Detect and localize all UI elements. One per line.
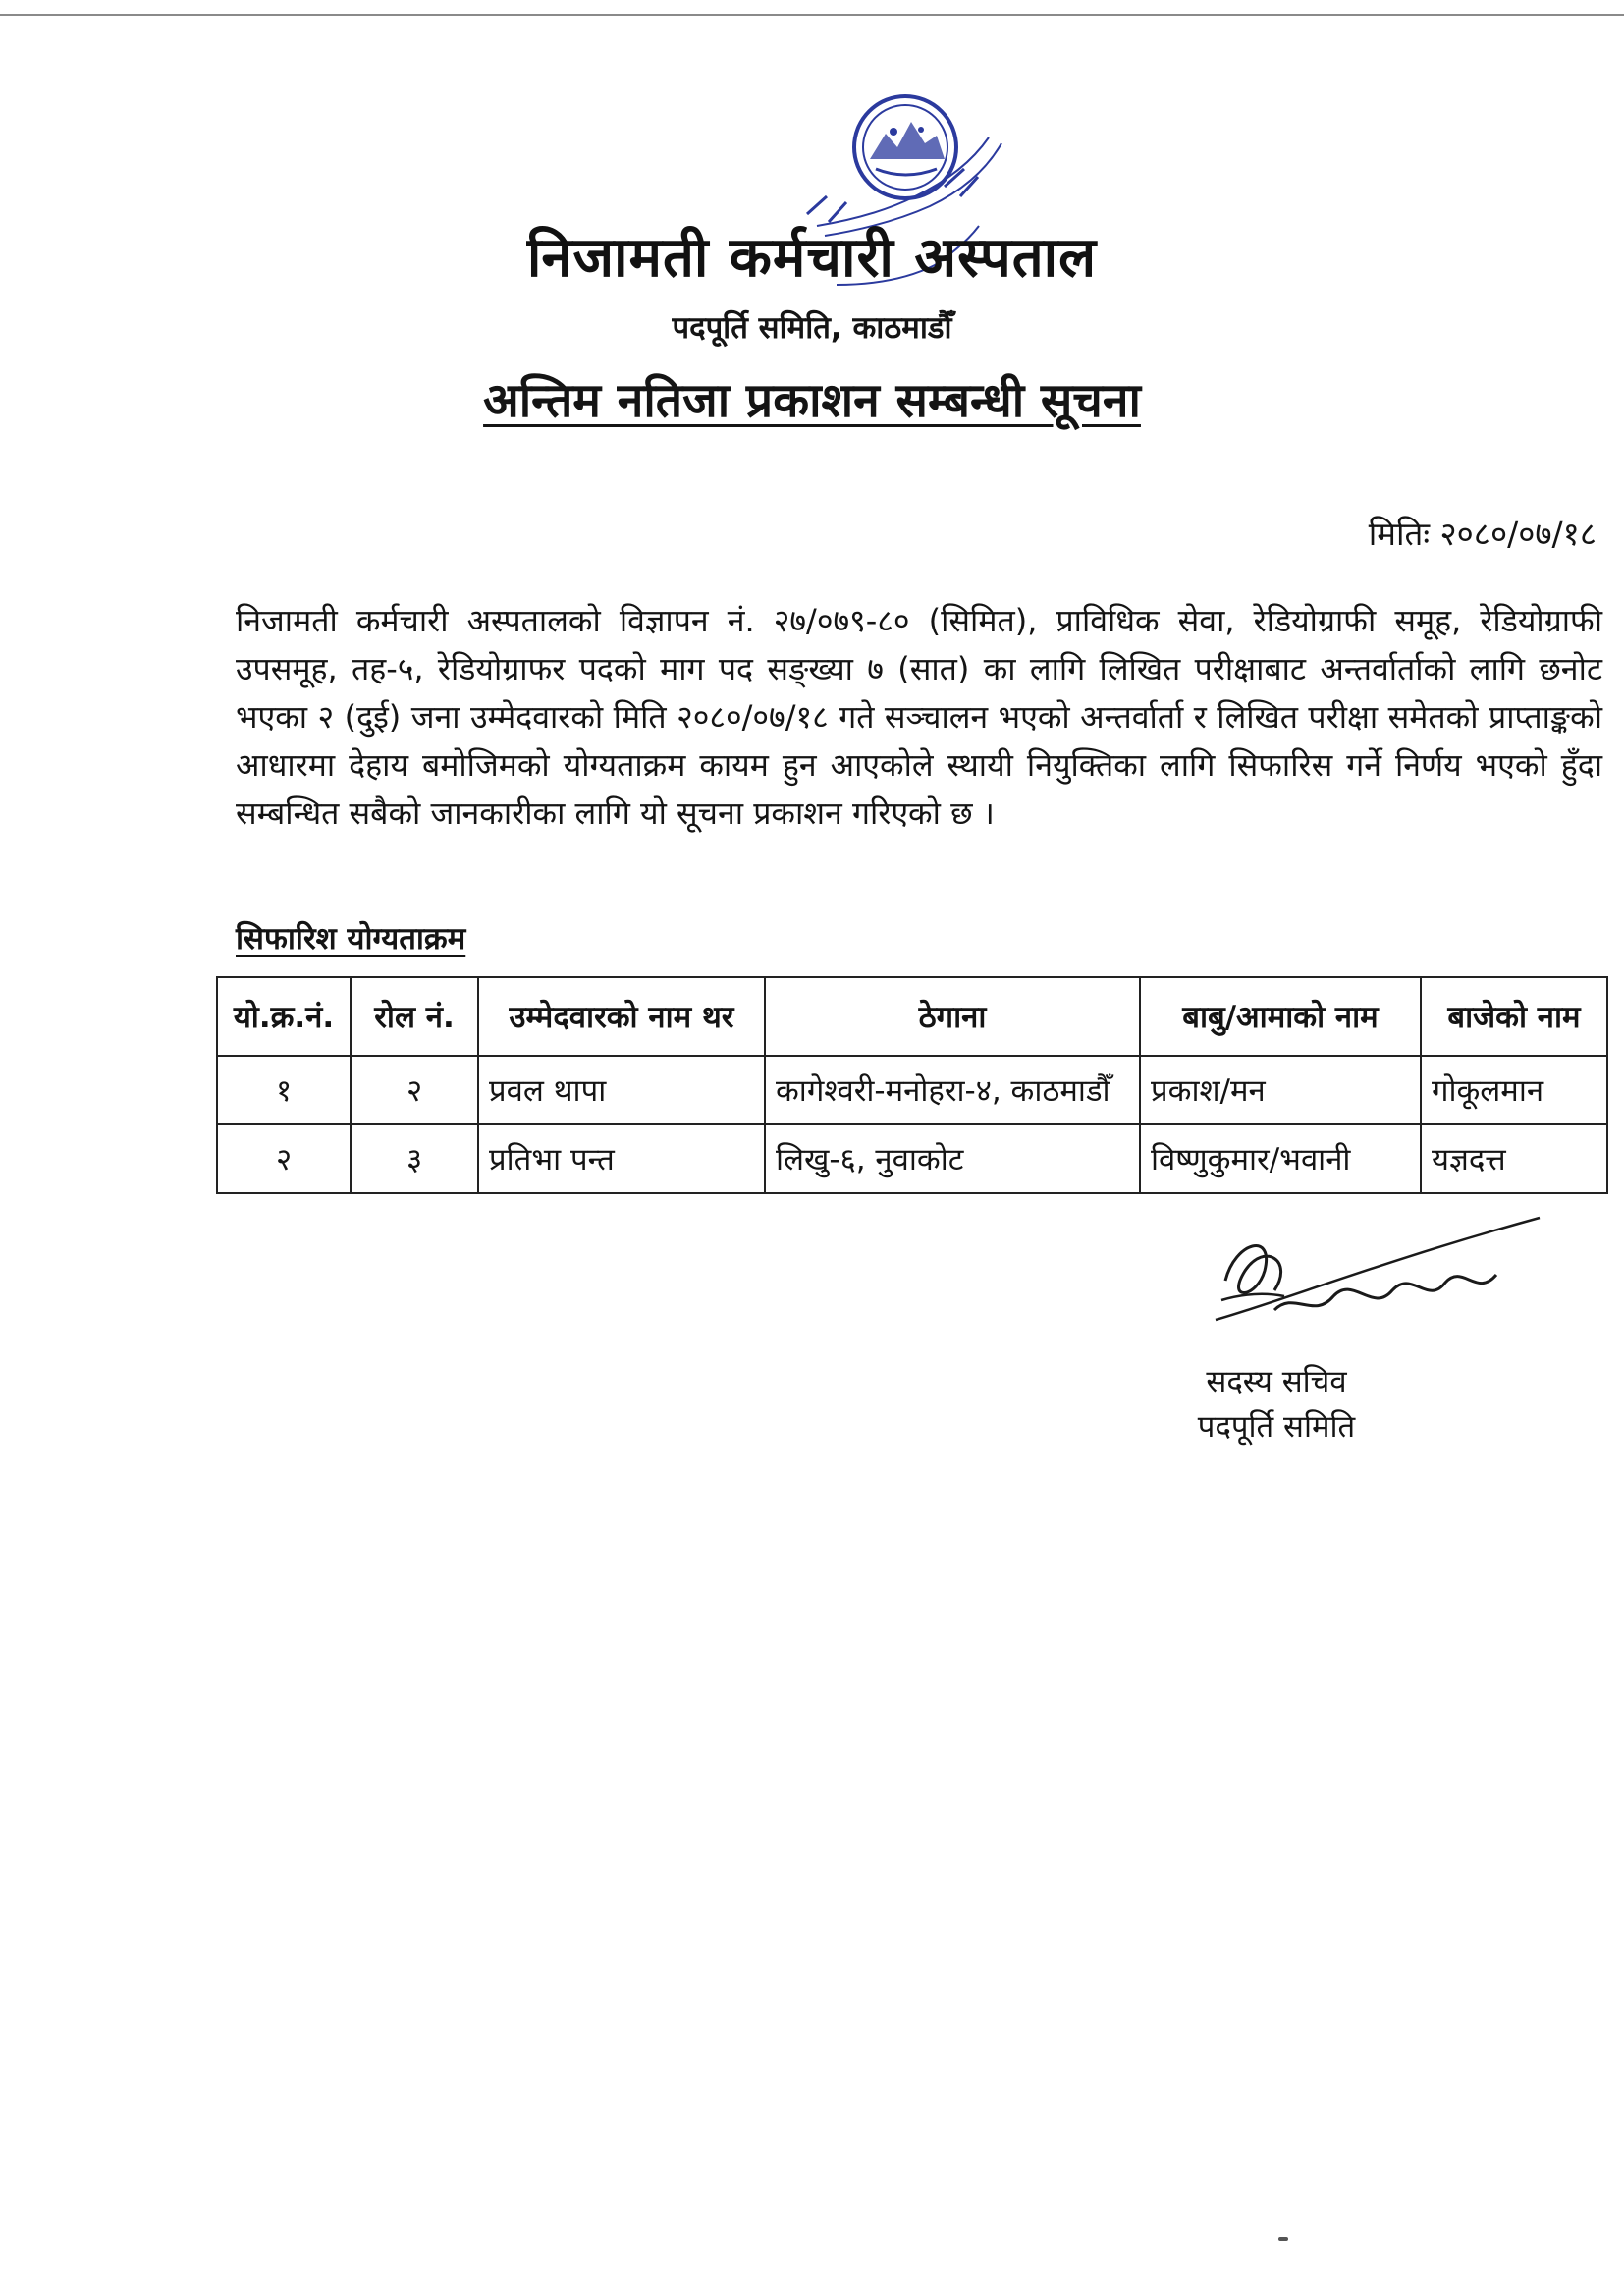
cell-candidate-name: प्रतिभा पन्त <box>478 1124 765 1193</box>
cell-serial-no: १ <box>217 1056 351 1124</box>
cell-candidate-name: प्रवल थापा <box>478 1056 765 1124</box>
section-heading: सिफारिश योग्यताक्रम <box>236 921 466 957</box>
header-parents-name: बाबु/आमाको नाम <box>1140 977 1421 1056</box>
table-row <box>217 1056 1607 1124</box>
header-grandfather-name: बाजेको नाम <box>1421 977 1607 1056</box>
notice-title-text: अन्तिम नतिजा प्रकाशन सम्बन्धी सूचना <box>483 373 1141 428</box>
cell-serial-no: २ <box>217 1124 351 1193</box>
cell-address: कागेश्वरी-मनोहरा-४, काठमाडौँ <box>765 1056 1140 1124</box>
signatory-committee: पदपूर्ति समिति <box>1197 1409 1356 1445</box>
table-header-row <box>217 977 1607 1056</box>
cell-address: लिखु-६, नुवाकोट <box>765 1124 1140 1193</box>
cell-grandfather-name: यज्ञदत्त <box>1421 1124 1607 1193</box>
table-row <box>217 1124 1607 1193</box>
scan-speck <box>1278 2237 1288 2241</box>
signatory-designation: सदस्य सचिव <box>1206 1364 1347 1399</box>
notice-date: मितिः २०८०/०७/१८ <box>1368 515 1597 553</box>
results-table <box>216 976 1608 1194</box>
cell-roll-no: २ <box>351 1056 478 1124</box>
cell-parents-name: विष्णुकुमार/भवानी <box>1140 1124 1421 1193</box>
header-address: ठेगाना <box>765 977 1140 1056</box>
header-roll-no: रोल नं. <box>351 977 478 1056</box>
notice-body-paragraph: निजामती कर्मचारी अस्पतालको विज्ञापन नं. २७/०७९-८० (सिमित), प्राविधिक सेवा, रेडियोग्राफी समूह, रेडियोग्राफी उपसमूह, तह-५, रेडियोग्राफर पदको माग पद सङ्ख्या ७ (सात) का लागि लिखित परीक्षाबाट अन्तर्वार्ताको लागि छनोट भएका २ (दुई) जना उम्मेदवारको मिति २०८०/०७/१८ गते सञ्चालन भएको अन्तर्वार्ता र लिखित परीक्षा समेतको प्राप्ताङ्कको आधारमा देहाय बमोजिमको योग्यताक्रम कायम हुन आएकोले स्थायी नियुक्तिका लागि सिफारिस गर्ने निर्णय भएको हुँदा सम्बन्धित सबैको जानकारीका लागि यो सूचना प्रकाशन गरिएको छ । <box>236 602 1602 832</box>
top-border-line <box>0 14 1624 16</box>
handwritten-signature <box>1206 1212 1559 1359</box>
header-serial-no: यो.क्र.नं. <box>217 977 351 1056</box>
notice-title <box>0 367 1624 431</box>
cell-roll-no: ३ <box>351 1124 478 1193</box>
committee-name: पदपूर्ति समिति, काठमाडौँ <box>672 310 952 346</box>
header-candidate-name: उम्मेदवारको नाम थर <box>478 977 765 1056</box>
organization-name: निजामती कर्मचारी अस्पताल <box>526 226 1098 290</box>
cell-grandfather-name: गोकूलमान <box>1421 1056 1607 1124</box>
signatory-title <box>1188 1359 1365 1449</box>
cell-parents-name: प्रकाश/मन <box>1140 1056 1421 1124</box>
